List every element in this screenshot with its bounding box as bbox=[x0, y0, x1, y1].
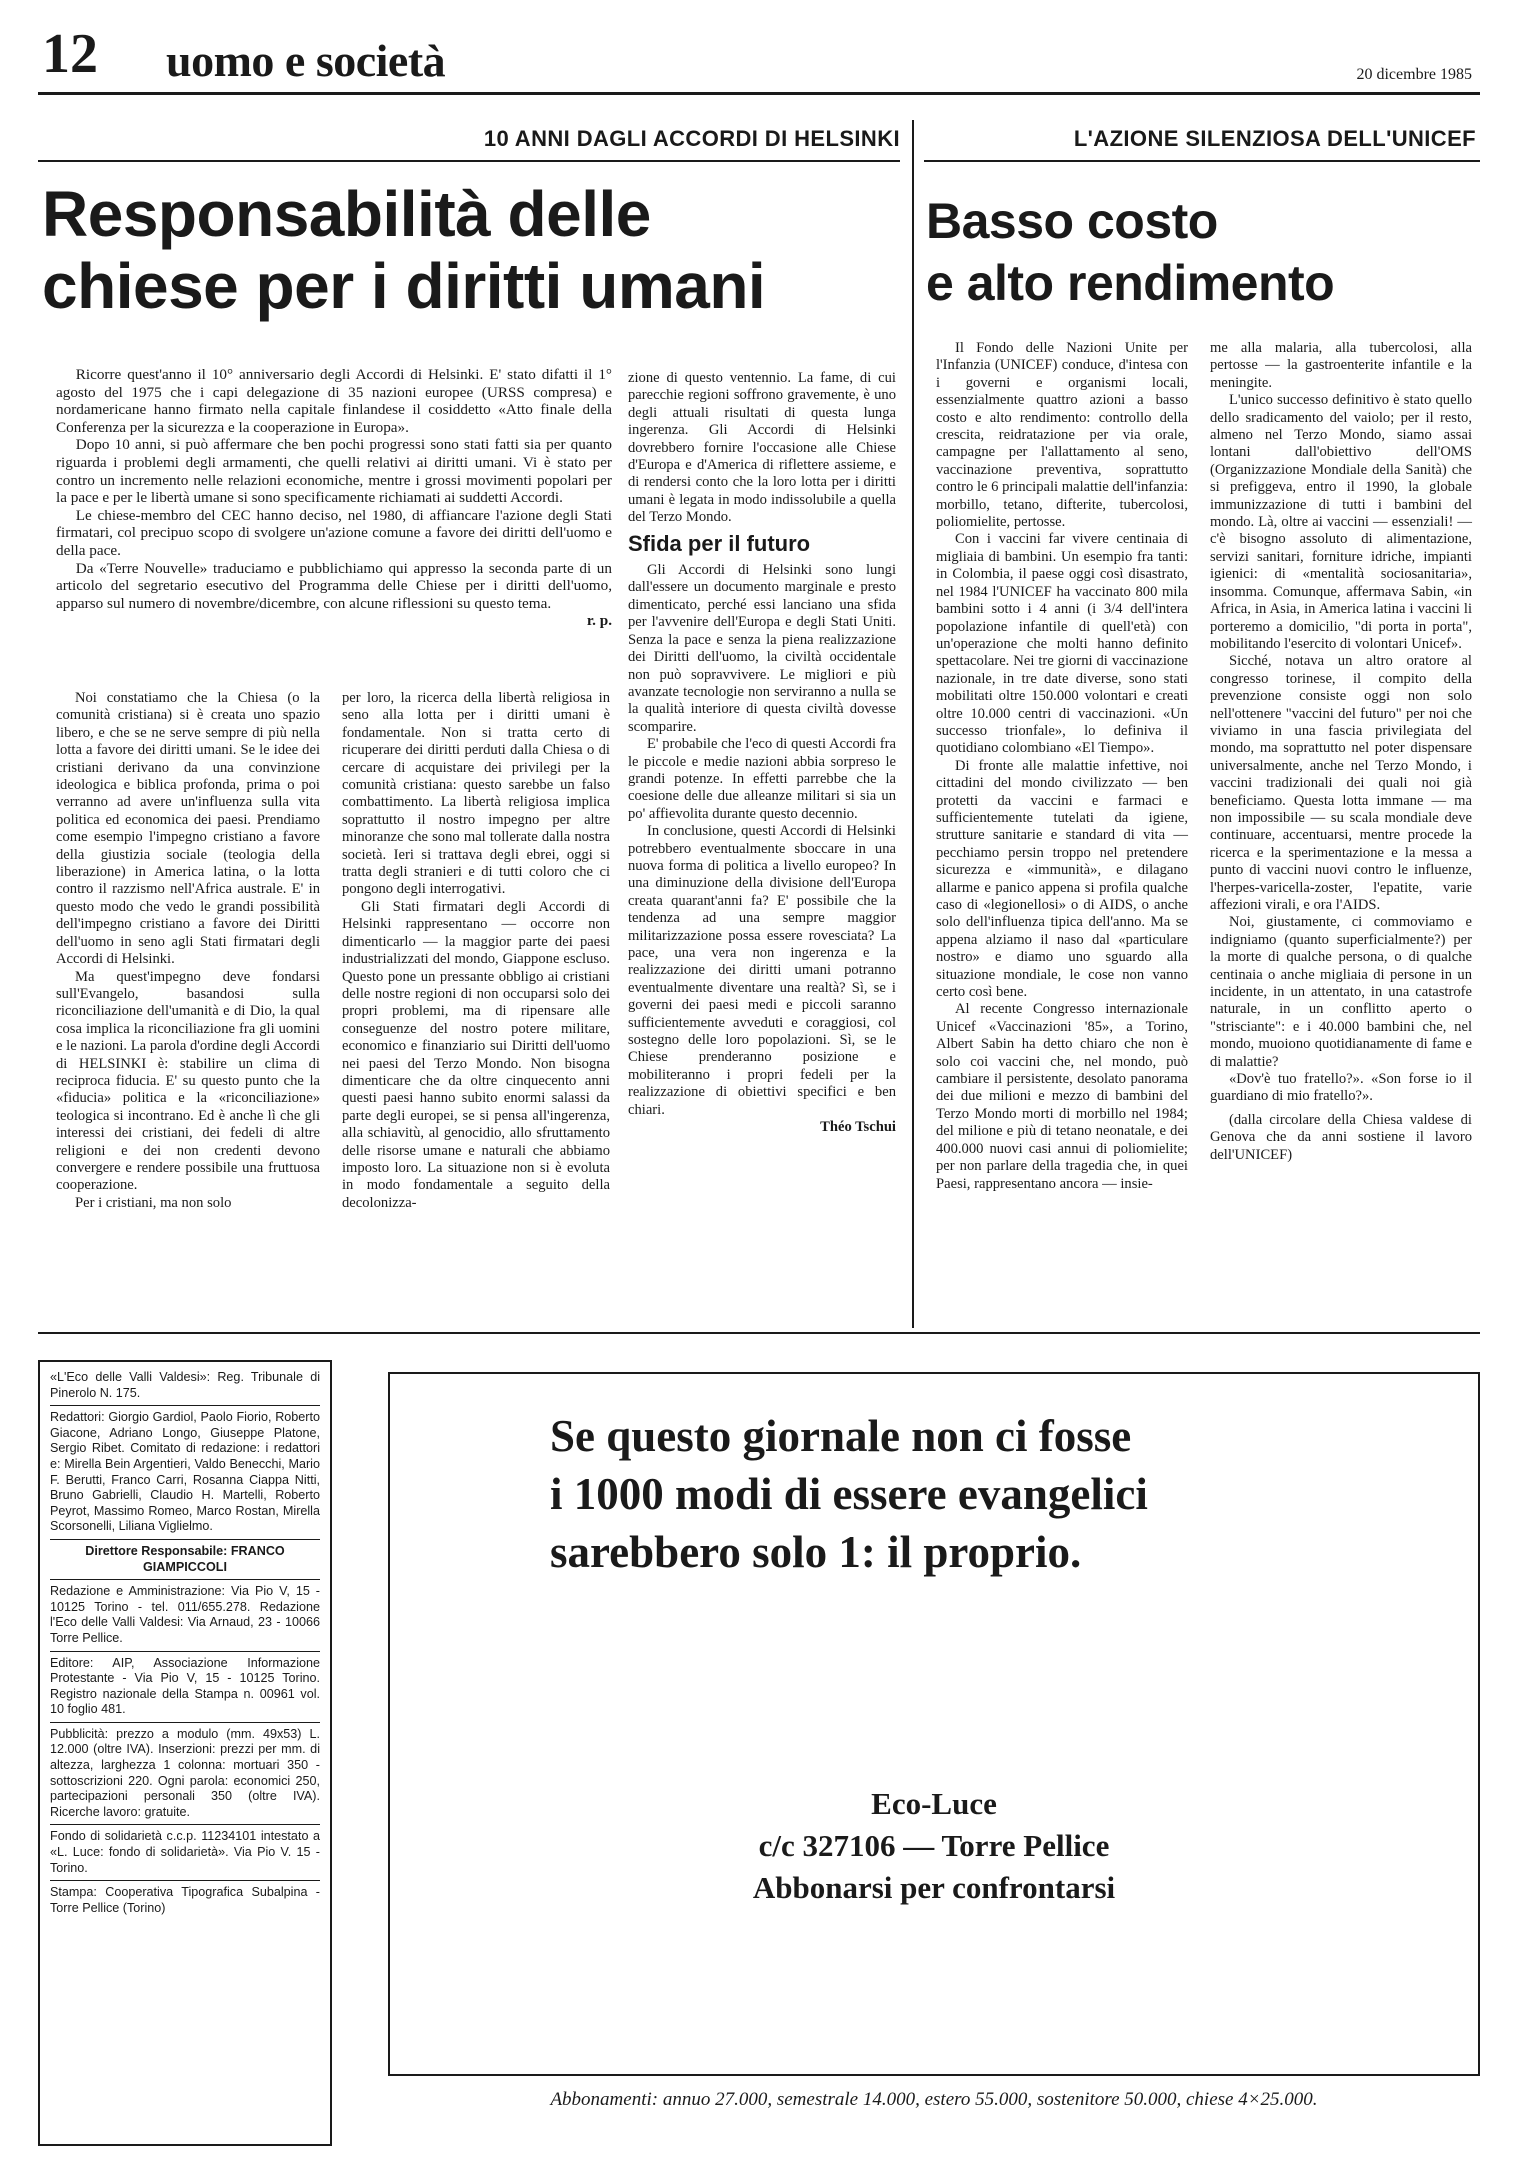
col2-paragraph: Gli Stati firmatari degli Accordi di Helsinki rappresentano — occorre non dimenticarlo — la maggior parte dei paesi industrializzati del mondo, Giappone escluso. Questo pone un pressante obbligo ai cristiani delle nostre regioni di non occuparsi solo dei propri problemi, ma di ripensare alle conseguenze del nostro potere militare, economico e finanziario sui Diritti dell'uomo nei paesi del Terzo Mondo. Non bisogna dimenticare che da oltre cinquecento anni questi paesi hanno subito enormi salassi da parte degli europei, se si pensa all'ingerenza, alla schiavitù, al genocidio, allo sfruttamento delle risorse umane e naturali che abbiamo imposto loro. La situazione non si è evoluta in modo fondamentale a seguito della decolonizza- bbox=[342, 898, 610, 1211]
a2-col2-paragraph: L'unico successo definitivo è stato quello dello sradicamento del vaiolo; per il resto, almeno nel Terzo Mondo, siamo assai lontani dall'obiettivo dell'OMS (Organizzazione Mondiale della Sanità) che si prefiggeva, entro il 1990, la globale immunizzazione di tutti i bambini del mondo. Là, oltre ai vaccini — essenziali! — c'è bisogno assoluto di alimentazione, servizi sanitari, forniture idriche, impianti igienici: di «mentalità sociosanitaria», insomma. Comunque, affermava Sabin, «in Africa, in Asia, in America latina i vaccini li porteremo a domicilio, "di porta in porta", mobilitando l'esercito di volontari Unicef». bbox=[1210, 392, 1472, 652]
masthead bbox=[38, 20, 1478, 100]
article2-col2 bbox=[1210, 340, 1472, 1164]
advert-line3: sarebbero solo 1: il proprio. bbox=[550, 1527, 1082, 1577]
article2-headline-line1: Basso costo bbox=[926, 193, 1218, 249]
a2-col2-paragraph: Noi, giustamente, ci commoviamo e indigniamo (quanto superficialmente?) per la morte di qualche persona, o di qualche centinaia o anche migliaia di persone in un incidente, in un attentato, in una catastrofe naturale, in un conflitto aperto o "strisciante": e i 40.000 bambini che, nel mondo, muoiono quotidianamente di fame e di malattie? bbox=[1210, 914, 1472, 1070]
advert-box bbox=[388, 1372, 1480, 2076]
article-divider bbox=[912, 120, 914, 1328]
colophon-advertising: Pubblicità: prezzo a modulo (mm. 49x53) L. 12.000 (oltre IVA). Inserzioni: prezzi per mm. di altezza, larghezza 1 colonna: mortuari 350 - sottoscrizioni 220. Ogni parola: economici 250, partecipazioni personali 350 (oltre IVA). Ricerche lavoro: gratuite. bbox=[50, 1723, 320, 1826]
intro-paragraph: Dopo 10 anni, si può affermare che ben pochi progressi sono stati fatti sia per quanto riguarda i problemi degli armamenti, che quelli relativi ai diritti umani. Vi è stato per contro un incremento nelle relazioni economiche, mentre i grossi movimenti popolari per la pace e per le libertà umane si sono specificamente richiamati ai suddetti Accordi. bbox=[56, 436, 612, 507]
page-number: 12 bbox=[42, 23, 98, 85]
advert-account: c/c 327106 — Torre Pellice bbox=[758, 1828, 1110, 1863]
article1-kicker: 10 ANNI DAGLI ACCORDI DI HELSINKI bbox=[483, 126, 900, 151]
a2-col2-paragraph: me alla malaria, alla tubercolosi, alla pertosse — la gastroenterite infantile e la meningite. bbox=[1210, 340, 1472, 391]
advert-slogan: Abbonarsi per confrontarsi bbox=[752, 1870, 1116, 1905]
article2-kicker: L'AZIONE SILENZIOSA DELL'UNICEF bbox=[1073, 126, 1476, 151]
intro-paragraph: Le chiese-membro del CEC hanno deciso, nel 1980, di affiancare l'azione degli Stati firmatari, col precipuo scopo di svolgere un'azione comune a favore dei diritti dell'uomo e della pace. bbox=[56, 506, 612, 559]
advert-line1: Se questo giornale non ci fosse bbox=[550, 1411, 1132, 1461]
article1-subheading: Sfida per il futuro bbox=[628, 530, 811, 556]
colophon-printing: Stampa: Cooperativa Tipografica Subalpina - Torre Pellice (Torino) bbox=[50, 1885, 320, 1915]
article1-intro bbox=[56, 366, 612, 630]
col3-paragraph: E' probabile che l'eco di questi Accordi fra le piccole e medie nazioni abbia sorpreso le grandi potenze. In effetti parrebbe che la coesione delle due alleanze militari si sia un po' affievolita durante questo decennio. bbox=[628, 736, 896, 822]
a2-col2-paragraph: «Dov'è tuo fratello?». «Son forse io il guardiano di mio fratello?». bbox=[1210, 1071, 1472, 1105]
a2-col1-paragraph: Di fronte alle malattie infettive, noi cittadini del mondo civilizzato — ben protetti da vaccini e farmaci e sufficientemente tutelati da igiene, strutture sanitarie e standard di vita — pecchiamo persin troppo nel pretendere sicurezza e «immunità», e dilagano allarme e panico appena si profila qualche caso di «legionellosi» o di AIDS, o anche solo dell'influenza tipica dell'anno. Ma se appena alziamo il naso dal «particulare nostro» e diamo uno sguardo alla situazione mondiale, le cose non vanno certo così bene. bbox=[936, 757, 1188, 1001]
article1-author: Théo Tschui bbox=[820, 1119, 896, 1136]
col1-paragraph: Noi constatiamo che la Chiesa (o la comunità cristiana) si è creata uno spazio libero, e che se ne serve sempre di più nella lotta a favore dei diritti umani. Se le idee dei cristiani derivano da una convinzione ideologica e biblica profonda, prima o poi verranno ad avere un'influenza sulla vita politica ed economica dei paesi. Prendiamo come esempio l'impegno cristiano a favore della giustizia sociale (teologia della liberazione) in America latina, o la lotta contro il razzismo nell'Africa australe. E' in questo modo che vedo le grandi possibilità dell'impegno cristiano a favore dei Diritti dell'uomo in seno agli Stati firmatari degli Accordi di Helsinki. bbox=[56, 690, 320, 968]
colophon-editors: Redattori: Giorgio Gardiol, Paolo Fiorio, Roberto Giacone, Adriano Longo, Giuseppe Platone, Sergio Ribet. Comitato di redazione: i redattori e: Mirella Bein Argentieri, Valdo Benecchi, Mario F. Berutti, Franco Carri, Rosanna Ciappa Nitti, Bruno Gabrielli, Claudio H. Martelli, Roberto Peyrot, Massimo Romeo, Marco Rostan, Mirella Scorsonelli, Liliana Viglielmo. bbox=[50, 1406, 320, 1540]
col1-paragraph: Per i cristiani, ma non solo bbox=[74, 1194, 232, 1211]
a2-col1-paragraph: Il Fondo delle Nazioni Unite per l'Infanzia (UNICEF) conduce, d'intesa con i governi e organismi locali, essenzialmente quattro azioni a basso costo e alto rendimento: controllo della crescita, reidratazione per via orale, campagne per l'allattamento al seno, vaccinazione preventiva, soprattutto contro le 6 principali malattie dell'infanzia: morbillo, tetano, difterite, tubercolosi, poliomielite, pertosse. bbox=[936, 340, 1188, 531]
colophon-address: Redazione e Amministrazione: Via Pio V, 15 - 10125 Torino - tel. 011/655.278. Redazione l'Eco delle Valli Valdesi: Via Arnaud, 23 - 10066 Torre Pellice. bbox=[50, 1580, 320, 1651]
advert-eco-luce: Eco-Luce bbox=[871, 1786, 997, 1821]
article1-col3 bbox=[628, 370, 896, 1136]
colophon-director: Direttore Responsabile: FRANCO GIAMPICCOLI bbox=[50, 1540, 320, 1580]
a2-col2-paragraph: (dalla circolare della Chiesa valdese di Genova che da anni sostiene il lavoro dell'UNICEF) bbox=[1210, 1111, 1472, 1163]
article1-kicker-rule bbox=[38, 160, 900, 162]
bottom-section-rule bbox=[38, 1332, 1480, 1334]
intro-paragraph: Da «Terre Nouvelle» traduciamo e pubblichiamo qui appresso la seconda parte di un articolo del segretario esecutivo del Programma delle Chiese per i diritti dell'uomo, apparso sul numero di novembre/dicembre, con alcune riflessioni su questo tema. bbox=[56, 559, 612, 612]
article2-col1 bbox=[936, 340, 1188, 1193]
article1-col1 bbox=[56, 690, 320, 1212]
article1-col2 bbox=[342, 690, 610, 1212]
col1-paragraph: Ma quest'impegno deve fondarsi sull'Evangelo, basandosi sulla riconciliazione dell'umanità e di Dio, la qual cosa implica la riconciliazione fra gli uomini e le nazioni. La parola d'ordine degli Accordi di HELSINKI è: stabilire un clima di reciproca fiducia. E' su questo punto che la «fiducia» politica e la «riconciliazione» teologica si incontrano. Ed è anche lì che gli interessi dei cristiani, dei fedeli di altre religioni e dei non credenti devono convergere e rendere possibile una fruttuosa cooperazione. bbox=[56, 968, 320, 1194]
a2-col1-paragraph: Al recente Congresso internazionale Unicef «Vaccinazioni '85», a Torino, Albert Sabin ha detto chiaro che non è solo coi vaccini che, nel mondo, può cambiare il persistente, desolato panorama dei due milioni e mezzo di bambini del Terzo Mondo morti di morbillo nel 1984; del milione e più di tetano neonatale, e dei 400.000 nuovi casi annui di poliomielite; per non parlare della tragedia che, in quei Paesi, rappresentano ancora — insie- bbox=[936, 1001, 1188, 1192]
colophon-box bbox=[38, 1360, 332, 2146]
article2-headline-line2: e alto rendimento bbox=[926, 255, 1335, 311]
colophon-publisher: Editore: AIP, Associazione Informazione Protestante - Via Pio V, 15 - 10125 Torino. Registro nazionale della Stampa n. 00961 vol. 10 foglio 481. bbox=[50, 1652, 320, 1723]
col3-paragraph: Gli Accordi di Helsinki sono lungi dall'essere un documento marginale e presto dimenticato, perché essi lanciano una sfida per l'avvenire dell'Europa e degli Stati Uniti. Senza la pace e senza la piena realizzazione dei Diritti dell'uomo, la civiltà occidentale non può sopravvivere. Le migliori e più avanzate tecnologie non serviranno a nulla se la qualità interiore di questa civiltà dovesse scomparire. bbox=[628, 562, 896, 735]
article1-headline bbox=[42, 178, 902, 322]
col3-paragraph: In conclusione, questi Accordi di Helsinki potrebbero eventualmente sboccare in una nuova forma di politica a livello europeo? In una diminuzione della divisione dell'Europa creata quarant'anni fa? E' possibile che la tendenza ad una sempre maggior militarizzazione possa essere rovesciata? La pace, una vera non ingerenza e la realizzazione dei diritti umani potranno eventualmente diventare una realtà? Sì, se i governi dei paesi medi e piccoli saranno sufficientemente avveduti e coraggiosi, col sostegno delle loro popolazioni. Sì, se le Chiese prenderanno posizione e mobiliteranno i propri fedeli per la realizzazione di obiettivi specifici e ben chiari. bbox=[628, 823, 896, 1118]
intro-paragraph: Ricorre quest'anno il 10° anniversario degli Accordi di Helsinki. E' stato difatti il 1° agosto del 1975 che i capi delegazione di 35 nazioni europee (URSS compresa) e nordamericane hanno firmato nella capitale finlandese il cosiddetto «Atto finale della Conferenza per la sicurezza e la cooperazione in Europa». bbox=[56, 366, 612, 436]
article1-headline-line2: chiese per i diritti umani bbox=[42, 250, 766, 322]
article2-kicker-rule bbox=[924, 160, 1480, 162]
intro-signature: r. p. bbox=[586, 612, 612, 630]
issue-date: 20 dicembre 1985 bbox=[1356, 66, 1472, 83]
section-title: uomo e società bbox=[166, 35, 446, 86]
colophon-solidarity-fund: Fondo di solidarietà c.c.p. 11234101 intestato a «L. Luce: fondo di solidarietà». Via Pio V. 15 - Torino. bbox=[50, 1825, 320, 1881]
colophon-registration: «L'Eco delle Valli Valdesi»: Reg. Tribunale di Pinerolo N. 175. bbox=[50, 1366, 320, 1406]
masthead-rule bbox=[38, 92, 1480, 95]
subscriptions-footer: Abbonamenti: annuo 27.000, semestrale 14.000, estero 55.000, sostenitore 50.000, chiese 4×25.000. bbox=[550, 2089, 1318, 2110]
article1-headline-line1: Responsabilità delle bbox=[42, 178, 651, 250]
a2-col2-paragraph: Sicché, notava un altro oratore al congresso torinese, il compito della prevenzione consiste oggi non solo nell'ottenere "vaccini del futuro" per noi che viviamo in una fascia privilegiata del mondo, ma soprattutto nel poter dispensare universalmente, anche nel Terzo Mondo, i vaccini tradizionali dei quali noi già beneficiamo. Questa lotta immane — ma non impossibile — su scala mondiale deve continuare, accentuarsi, mentre procede la ricerca e la sperimentazione e la messa a punto di vaccini nuovi contro le influenze, l'herpes-varicella-zoster, l'epatite, varie affezioni virali, e ora l'AIDS. bbox=[1210, 653, 1472, 913]
a2-col1-paragraph: Con i vaccini far vivere centinaia di migliaia di bambini. Un esempio fra tanti: in Colombia, il paese oggi così disastrato, nel 1984 l'UNICEF ha vaccinato 800 mila bambini sotto i 4 anni (i 3/4 dell'intera popolazione infantile di quell'età) con un'operazione che molti hanno definito spettacolare. Nei tre giorni di vaccinazione nazionale, in tre date diverse, sono stati mobilitati oltre 150.000 volontari e creati oltre 10.000 centri di vaccinazioni. «Un successo trionfale», lo definiva il quotidiano colombiano «El Tiempo». bbox=[936, 531, 1188, 757]
article2-headline bbox=[926, 190, 1478, 314]
advert-line2: i 1000 modi di essere evangelici bbox=[550, 1469, 1148, 1519]
col3-paragraph: zione di questo ventennio. La fame, di cui parecchie regioni soffrono gravemente, è uno degli attuali risultati di questa lunga ingerenza. Gli Accordi di Helsinki dovrebbero fornire l'occasione alle Chiese d'Europa e d'America di riflettere assieme, e di rendersi conto che la loro lotta per i diritti umani è legata in modo indissolubile a quella del Terzo Mondo. bbox=[628, 370, 896, 526]
col2-paragraph: per loro, la ricerca della libertà religiosa in seno alla lotta per i diritti umani è fondamentale. Non si tratta certo di ricuperare dei diritti perduti dalla Chiesa o di cercare di acquistare dei privilegi per la comunità cristiana: questo sarebbe un falso combattimento. La libertà religiosa implica soprattutto il nostro impegno per altre minoranze che sono mal tollerate dalla nostra società. Ieri si trattava degli ebrei, oggi si tratta degli stranieri e di tutti coloro che ci pongono degli interrogativi. bbox=[342, 690, 610, 898]
